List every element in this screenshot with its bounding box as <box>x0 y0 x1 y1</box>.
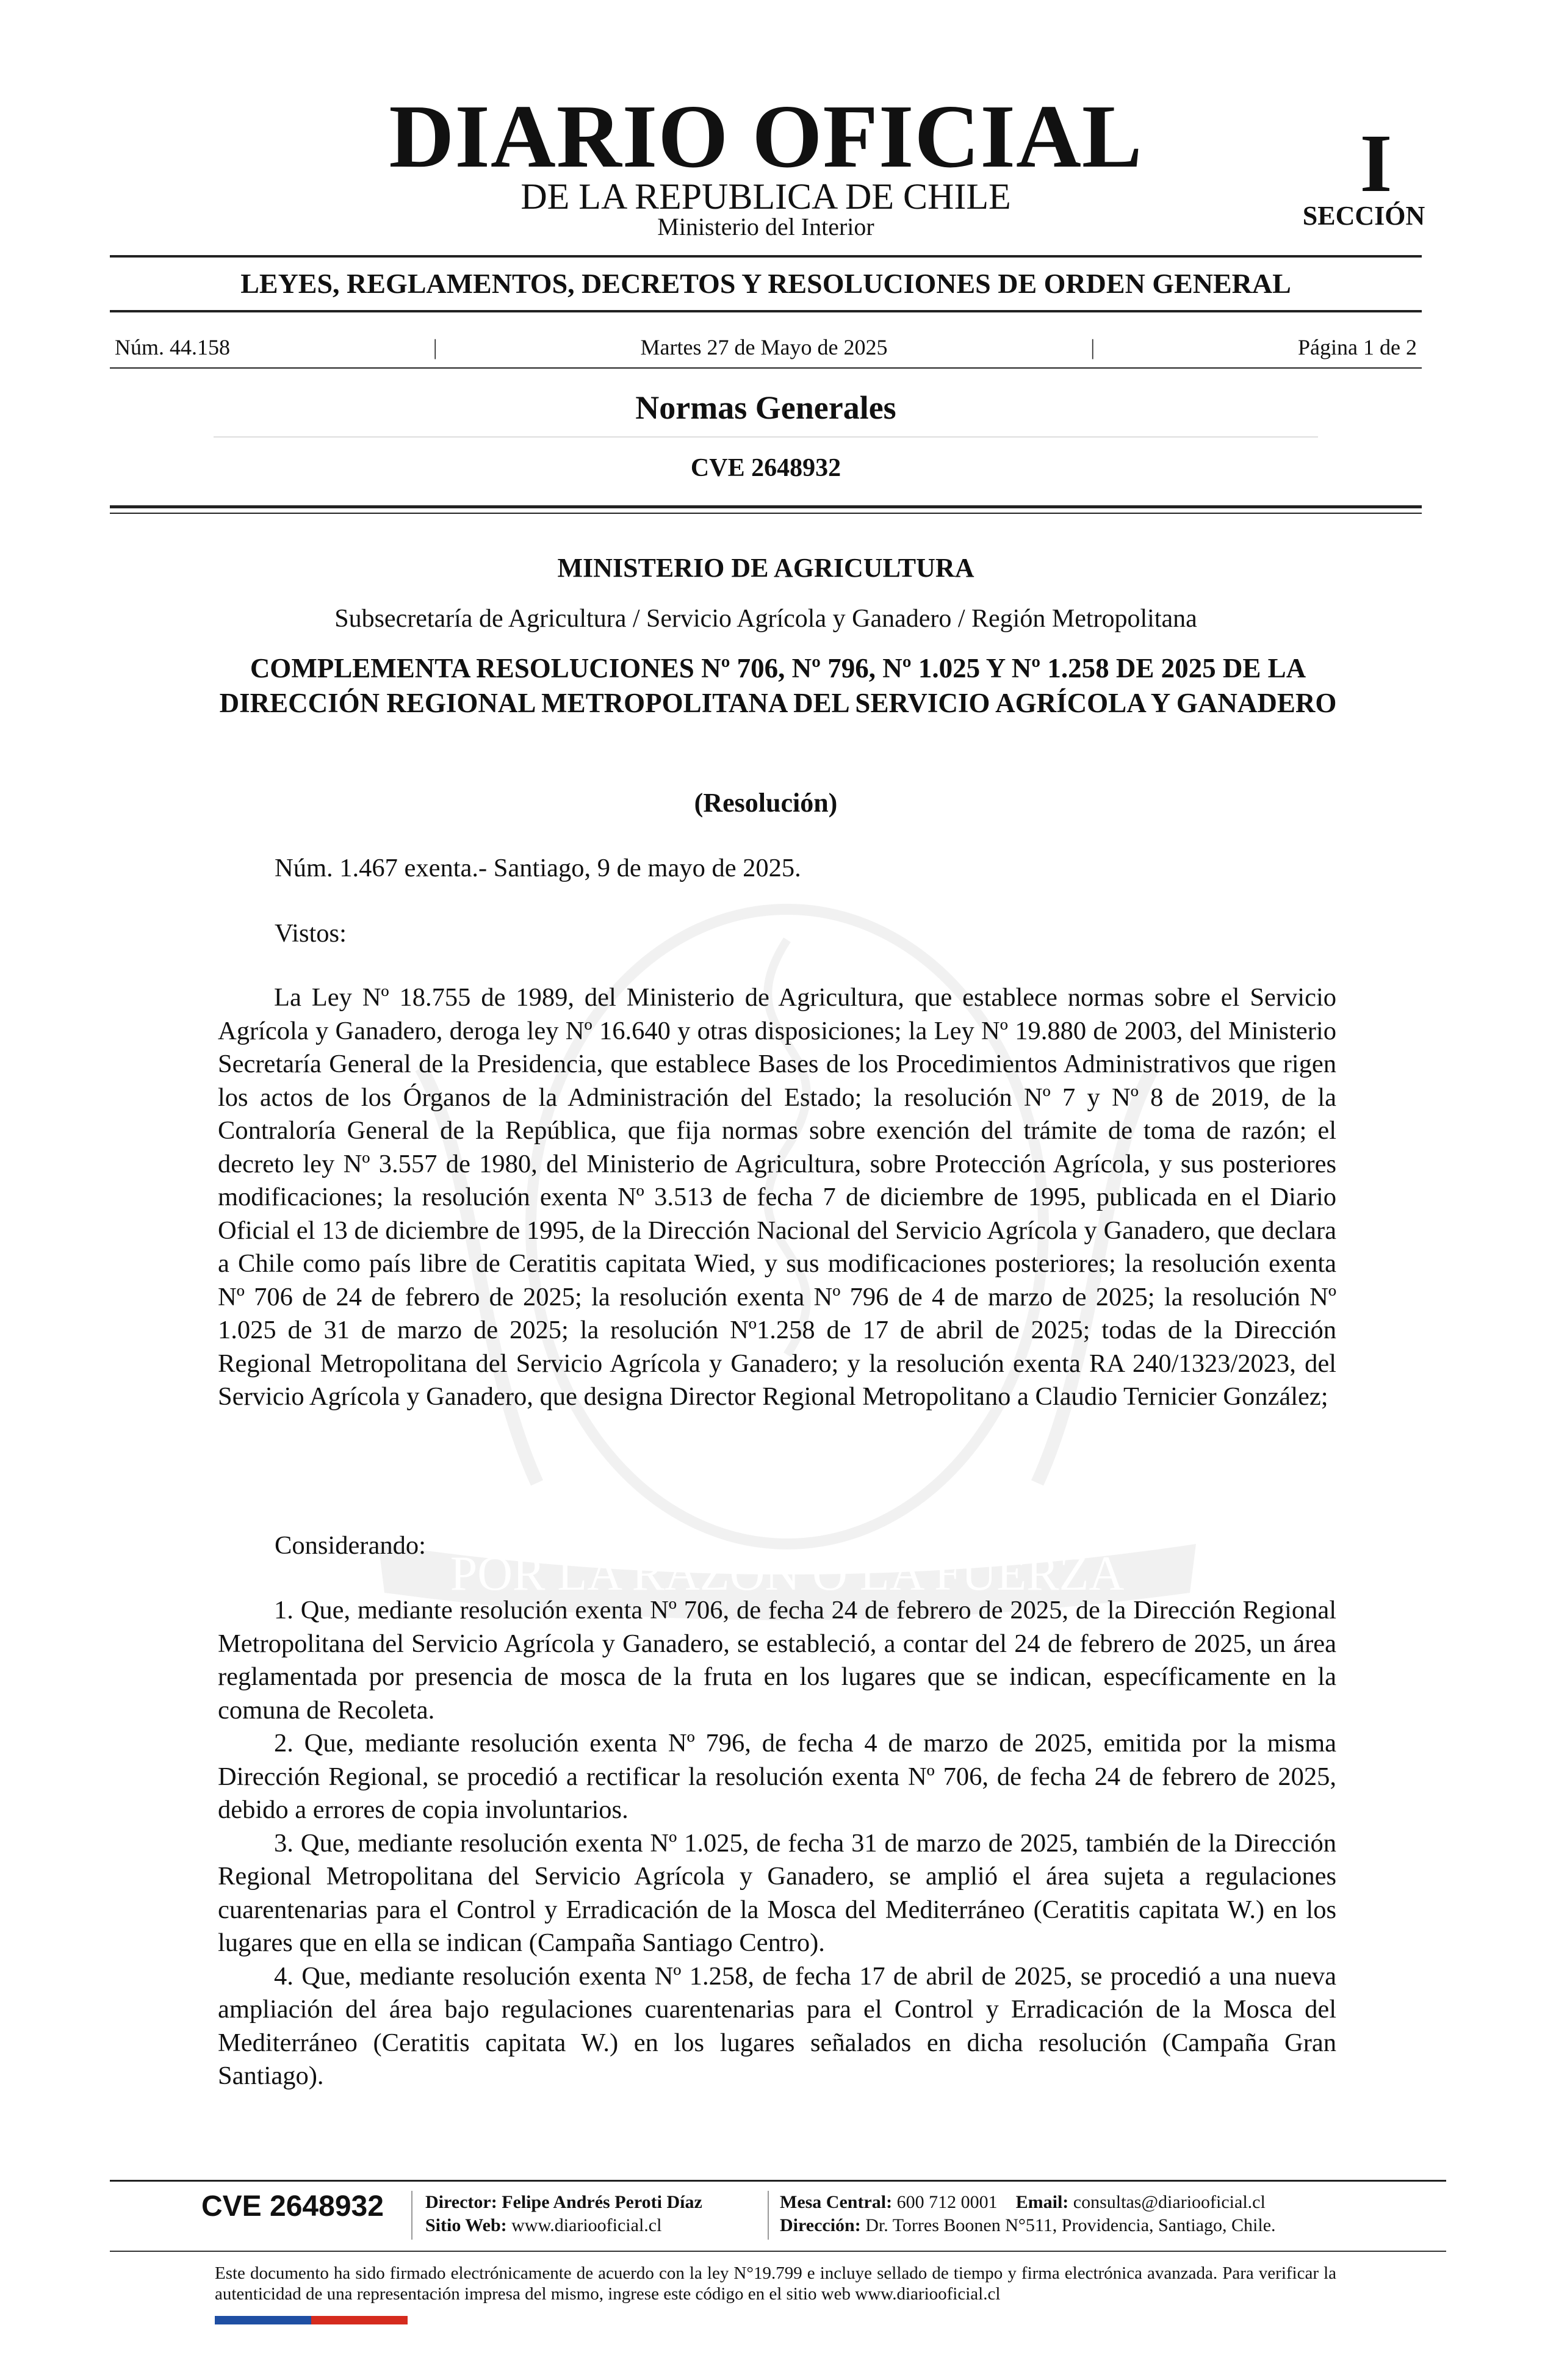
electronic-signature-note: Este documento ha sido firmado electrónicamente de acuerdo con la ley N°19.799 e incluye sellado de tiempo y firma electrónica avanzada. Para verificar la autenticidad de una representación impresa del mismo, ingrese este código en el sitio web www.diariooficial.cl <box>215 2263 1336 2304</box>
address: Dr. Torres Boonen N°511, Providencia, Santiago, Chile. <box>865 2215 1276 2235</box>
header-double-rule-bottom <box>110 513 1422 514</box>
chile-flag-strip <box>215 2316 408 2324</box>
newspaper-subtitle: DE LA REPUBLICA DE CHILE <box>520 176 1011 217</box>
considerando-list <box>218 1594 1336 2093</box>
page-indicator: Página 1 de 2 <box>1297 335 1417 359</box>
issue-number: Núm. 44.158 <box>115 335 230 359</box>
resolution-title: COMPLEMENTA RESOLUCIONES Nº 706, Nº 796, Nº 1.025 Y Nº 1.258 DE 2025 DE LA DIRECCIÓN REGIONAL METROPOLITANA DEL SERVICIO AGRÍCOLA Y GANADERO <box>219 653 1337 718</box>
section-label: SECCIÓN <box>1302 201 1425 231</box>
considerando-item: 2. Que, mediante resolución exenta Nº 796, de fecha 4 de marzo de 2025, emitida por la misma Dirección Regional, se procedió a rectificar la resolución exenta Nº 706, de fecha 24 de febrero de 2025, debido a errores de copia involuntarios. <box>218 1729 1336 1824</box>
footer-director-block <box>425 2191 702 2237</box>
meta-separator: | <box>1090 335 1095 359</box>
email-label: Email: <box>1015 2192 1069 2212</box>
meta-rule <box>110 367 1422 369</box>
email-link[interactable]: consultas@diariooficial.cl <box>1073 2192 1266 2212</box>
section-divider <box>214 436 1318 438</box>
considerando-item: 4. Que, mediante resolución exenta Nº 1.258, de fecha 17 de abril de 2025, se procedió a una nueva ampliación del área bajo regulaciones cuarentenarias para el Control y Erradicación de la Mosca del Mediterráneo (Ceratitis capitata W.) en los lugares señalados en dicha resolución (Campaña Gran Santiago). <box>218 1961 1336 2090</box>
section-number: I <box>1360 118 1392 209</box>
web-label: Sitio Web: <box>425 2215 507 2235</box>
footer-cve-code: CVE 2648932 <box>201 2190 384 2223</box>
meta-separator: | <box>433 335 438 359</box>
section-title: Normas Generales <box>635 389 896 426</box>
footer-contact-block <box>780 2191 1276 2237</box>
seal-motto: POR LA RAZON O LA FUERZA <box>450 1547 1125 1601</box>
considerando-item: 3. Que, mediante resolución exenta Nº 1.025, de fecha 31 de marzo de 2025, también de la Dirección Regional Metropolitana del Servicio Agrícola y Ganadero, se amplió el área sujeta a regulaciones cuarentenarias para el Control y Erradicación de la Mosca del Mediterráneo (Ceratitis capitata W.) en los lugares que en ella se indican (Campaña Santiago Centro). <box>218 1828 1336 1957</box>
header-double-rule-top <box>110 505 1422 508</box>
resolution-type: (Resolución) <box>694 788 838 818</box>
flag-red-segment <box>311 2316 408 2324</box>
director-name: Felipe Andrés Peroti Díaz <box>502 2192 702 2212</box>
website-link[interactable]: www.diariooficial.cl <box>511 2215 662 2235</box>
footer-separator <box>411 2191 412 2240</box>
newspaper-ministry: Ministerio del Interior <box>657 213 874 240</box>
subsecretaria-line: Subsecretaría de Agricultura / Servicio Agrícola y Ganadero / Región Metropolitana <box>334 605 1197 633</box>
masthead-rule <box>110 255 1422 258</box>
considerando-heading: Considerando: <box>275 1531 426 1560</box>
newspaper-title: DIARIO OFICIAL <box>389 87 1143 187</box>
direccion-label: Dirección: <box>780 2215 861 2235</box>
footer-rule-secondary <box>110 2251 1446 2252</box>
resolution-number-line: Núm. 1.467 exenta.- Santiago, 9 de mayo de 2025. <box>275 854 801 882</box>
ministry-heading: MINISTERIO DE AGRICULTURA <box>557 553 974 583</box>
issue-date: Martes 27 de Mayo de 2025 <box>640 335 888 359</box>
footer-rule <box>110 2180 1446 2182</box>
category-heading: LEYES, REGLAMENTOS, DECRETOS Y RESOLUCIONES DE ORDEN GENERAL <box>240 268 1291 299</box>
mesa-label: Mesa Central: <box>780 2192 893 2212</box>
footer-separator <box>768 2191 769 2240</box>
cve-code: CVE 2648932 <box>690 454 841 482</box>
director-label: Director: <box>425 2192 497 2212</box>
category-rule <box>110 310 1422 312</box>
vistos-heading: Vistos: <box>275 919 347 948</box>
vistos-paragraph: La Ley Nº 18.755 de 1989, del Ministerio de Agricultura, que establece normas sobre el Servicio Agrícola y Ganadero, deroga ley Nº 16.640 y otras disposiciones; la Ley Nº 19.880 de 2003, del Ministerio Secretaría General de la Presidencia, que establece Bases de los Procedimientos Administrativos que rigen los actos de los Órganos de la Administración del Estado; la resolución Nº 7 y Nº 8 de 2019, de la Contraloría General de la República, que fija normas sobre exención del trámite de toma de razón; el decreto ley Nº 3.557 de 1980, del Ministerio de Agricultura, sobre Protección Agrícola, y sus posteriores modificaciones; la resolución exenta Nº 3.513 de fecha 7 de diciembre de 1995, publicada en el Diario Oficial el 13 de diciembre de 1995, de la Dirección Nacional del Servicio Agrícola y Ganadero, que declara a Chile como país libre de Ceratitis capitata Wied, y sus modificaciones posteriores; la resolución exenta Nº 706 de 24 de febrero de 2025; la resolución exenta Nº 796 de 4 de marzo de 2025; la resolución Nº 1.025 de 31 de marzo de 2025; la resolución Nº1.258 de 17 de abril de 2025; todas de la Dirección Regional Metropolitana del Servicio Agrícola y Ganadero; y la resolución exenta RA 240/1323/2023, del Servicio Agrícola y Ganadero, que designa Director Regional Metropolitano a Claudio Ternicier González; <box>218 983 1336 1411</box>
considerando-item: 1. Que, mediante resolución exenta Nº 706, de fecha 24 de febrero de 2025, de la Dirección Regional Metropolitana del Servicio Agrícola y Ganadero, se estableció, a contar del 24 de febrero de 2025, un área reglamentada por presencia de mosca de la fruta en los lugares que se indican, específicamente en la comuna de Recoleta. <box>218 1596 1336 1725</box>
flag-blue-segment <box>215 2316 311 2324</box>
issue-meta-row <box>115 334 1417 360</box>
mesa-phone: 600 712 0001 <box>896 2192 998 2212</box>
